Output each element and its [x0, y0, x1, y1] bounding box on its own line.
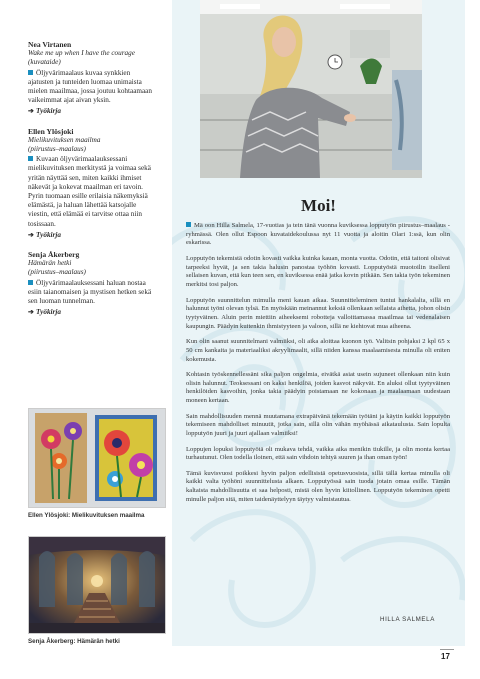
article-body: [186, 222, 450, 511]
arrow-right-icon: ➔: [28, 308, 35, 317]
bullet-square-icon: [28, 280, 33, 285]
artist-name: Senja Åkerberg: [28, 250, 80, 260]
artist-name: Ellen Ylösjoki: [28, 126, 74, 136]
painting-caption: Senja Åkerberg: Hämärän hetki: [28, 638, 120, 645]
artist-name: Nea Virtanen: [28, 40, 72, 49]
artwork-description: Kuvaan öljyvärimaalauksessani mielikuvituksen merkitystä ja voimaa sekä yritän näyttää sen, miten kaikki ihmiset näkevät ja kokevat maailman eri tavoin. Pyrin tuomaan esille erilaisia näkemyksiä elämästä, ja haluan lähettää katsojalle viestin, että elämää ei tarvitse ottaa niin tosissaan.: [28, 155, 151, 228]
artwork-title: Hämärän hetki: [28, 259, 72, 268]
author-signature: HILLA SALMELA: [380, 616, 435, 623]
bullet-square-icon: [28, 156, 33, 161]
painting-dusk-image: [28, 536, 166, 634]
workbook-link[interactable]: ➔ Työkirja: [28, 308, 61, 317]
article-paragraph: Tämä kuvisvuosi poikkesi hyvin paljon edellisistä opetusvuosista, sillä tällä kertaa minulla oli kaikki valta työhöni suunnittelusta alkaen. Lopputyössä sain tuoda jotain omaa esille. Tämän kaltaista mahdollisuutta ei saa helposti, mistä olen hyvin kiitollinen. Lopputyön tekeminen opetti minulle paljon sitä, miten taidenäyttelyyn täytyy valmistautua.: [186, 469, 450, 503]
workbook-link[interactable]: ➔ Työkirja: [28, 230, 61, 239]
arrow-right-icon: ➔: [28, 107, 35, 116]
article-paragraph: Lopputyön suunnittelun mimulla meni kauan aikaa. Suunnitteleminen tuntui hankalalta, sillä en halunnut työni olevan tylsä. En myöskään meinannut keksiä ollenkaan sellaista aihetta, johon olisin tyytyväinen. Aluin perin miettiin aiheeksemi robotteja valloittamassa maailmaa tai vedenalaisen kaupungin. Päädyin kuitenkin ihmistyyteen ja valoon, sillä ne kiehtovat mua aiheena.: [186, 296, 450, 330]
artwork-technique: (piirustus–maalaus): [28, 145, 86, 154]
bullet-square-icon: [28, 70, 33, 75]
artwork-list: [28, 40, 156, 327]
article-paragraph: Lopputyön tekemistä odotin kovasti vaikka kuinka kauan, monta vuotta. Odotin, että taitoni olisivat tarpeeksi hyvät, ja sen takia halusin panostaa työhön kovasti. Lopputyöstä muotoilin itselleni sellaisen kuvan, että kun teen sen, en kuviksessa enää jatka kovin pitkään. Sen takia työn tekeminen merkitsi tosi paljon.: [186, 254, 450, 289]
artwork-description: Öljyvärimaalaus kuvaa synkkien ajatusten ja tunteiden luomaa unimaista mielen maailmaa, jossa joutuu kohtaamaan vaikeimmat ajat aivan yksin.: [28, 68, 152, 105]
article-paragraph: Kohtasin työskennellessäni sika paljon ongelmia, eivätkä asiat usein sujuneet ollenkaan niin kuin olisin halunnut. Teoksessani on kaksi henkilöä, joiden kasvot näkyvät. En aluksi ollut tyytyväinen henkilöiden kasvoihin, jonka takia päädyin poistamaan ne kokonaan ja maalaamaan uudestaan moneen kertaan.: [186, 371, 450, 405]
artwork-title: Mielikuvituksen maailma: [28, 135, 101, 144]
article-heading: Moi!: [301, 196, 336, 215]
article-paragraph: Loppujen lopuksi lopputyötä oli mukava tehdä, vaikka aika menikin tiukille, ja olin monta kertaa turhautunut. Olen todella iloinen, että sain vihdoin tehtyä suuren ja ihan oman työn!: [186, 445, 450, 462]
painting-flowers-image: [28, 408, 166, 508]
artwork-entry: [28, 250, 156, 317]
artwork-entry: [28, 40, 156, 117]
page-number-rule: [440, 649, 454, 650]
bullet-square-icon: [186, 222, 191, 227]
artist-photo: [200, 0, 422, 178]
article-paragraph: Kun olin saanut suunnitelmani valmiiksi, oli aika aloittaa kuonon työ. Valitsin pohjaksi 2 kpl 65 x 50 cm kankaita ja materiaaliksi akryylimaalit, sillä niiden kanssa maalaamisesta minulla oli eniten kokemusta.: [186, 338, 450, 363]
painting-caption: Ellen Ylösjoki: Mielikuvituksen maailma: [28, 512, 145, 519]
workbook-link[interactable]: ➔ Työkirja: [28, 107, 61, 116]
page-number: 17: [441, 652, 450, 661]
artwork-entry: [28, 127, 156, 240]
artwork-technique: (piirustus–maalaus): [28, 268, 86, 277]
artwork-title: Wake me up when I have the courage (kuvataide): [28, 49, 135, 67]
article-paragraph: Mä oon Hilla Salmela, 17-vuotias ja tein tänä vuonna kuviksessa lopputyön piirustus–maalaus -ryhmässä. Olen ollut Espoon kuvataidekoulussa nyt 11 vuotta ja aloitin Olari 1:ssä, kun olin eskarissa.: [186, 222, 450, 247]
arrow-right-icon: ➔: [28, 230, 35, 239]
article-paragraph: Sain mahdollisuuden mennä muutamana extrapäivänä tekemään työtäni ja käytin kaikki lopputyön tekemiseen mahdolliset minuutit, jotka sain, sillä olin vähän myöhässä aikataulusta. Sain lopulta lopputyön juuri ja juuri ajallaan valmiiksi!: [186, 412, 450, 438]
artwork-description: Öljyvärimaalauksessani haluan nostaa esiin taianomaisen ja mystisen hetken sekä sen luoman tunnelman.: [28, 278, 152, 306]
